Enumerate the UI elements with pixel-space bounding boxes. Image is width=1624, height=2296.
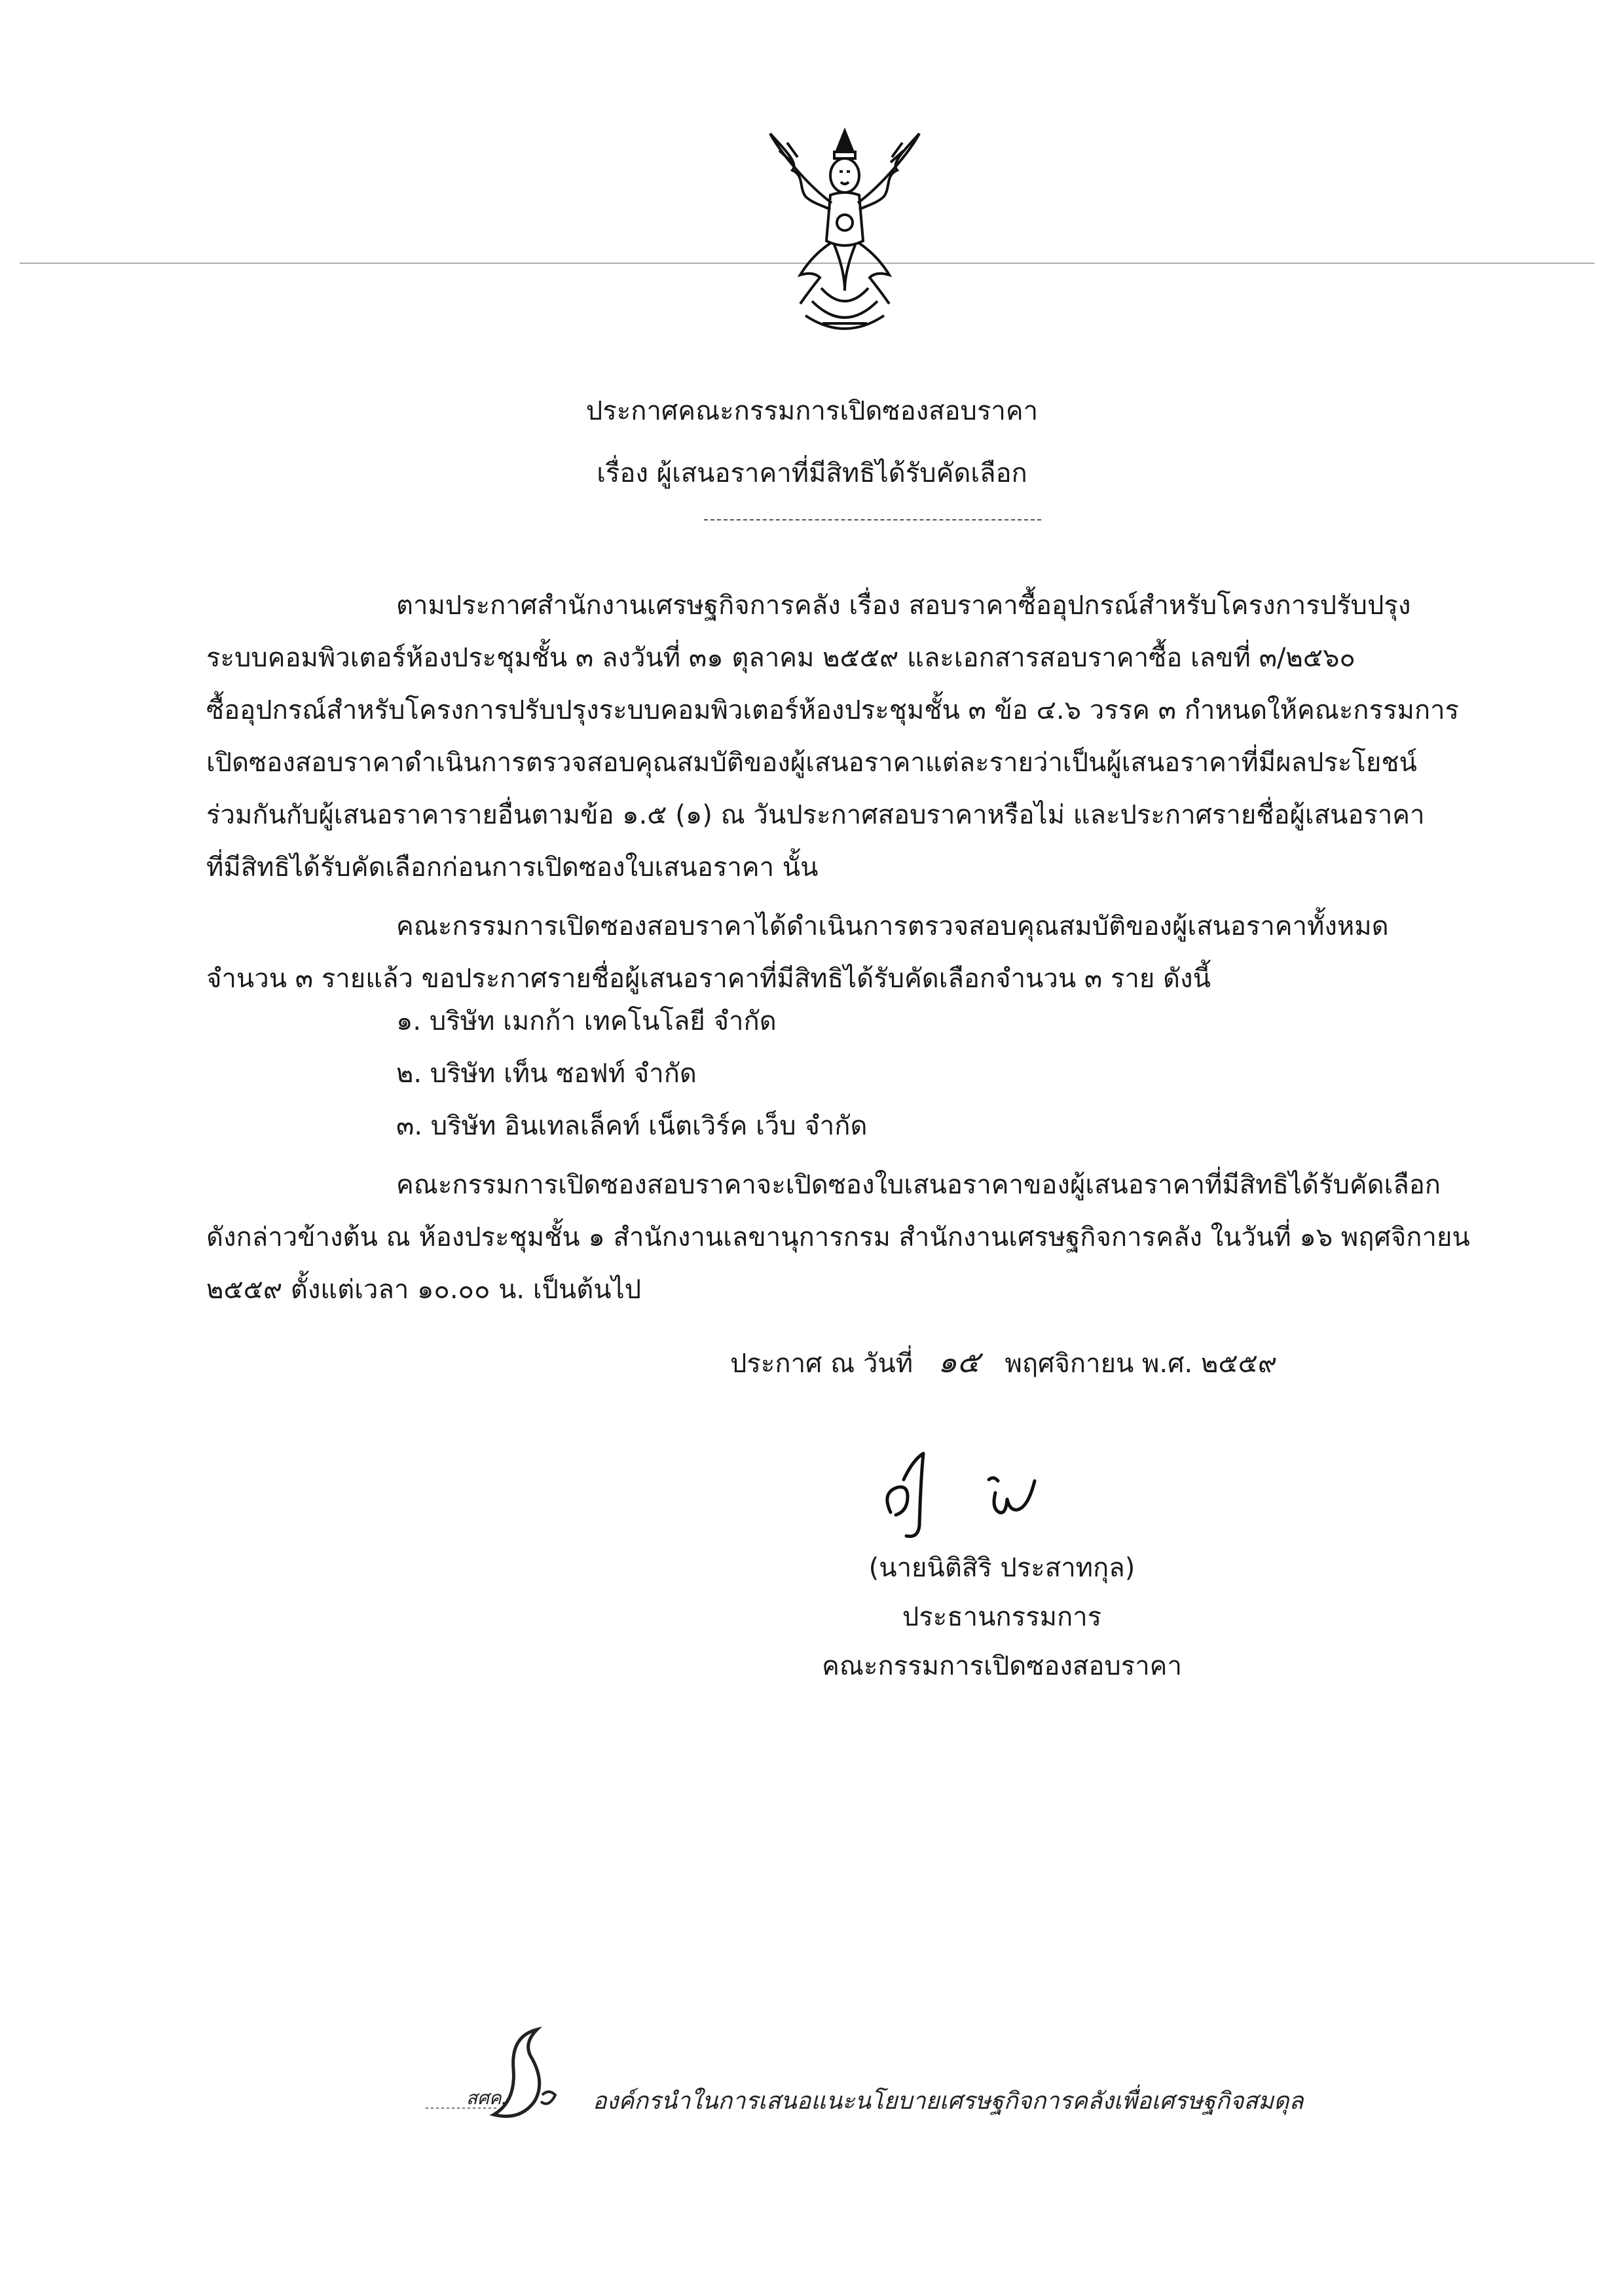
date-day-handwritten: ๑๕ bbox=[938, 1344, 980, 1379]
signatory-name: (นายนิติสิริ ประสาทกุล) bbox=[868, 1553, 1135, 1583]
signatory-committee: คณะกรรมการเปิดซองสอบราคา bbox=[822, 1651, 1182, 1681]
footer bbox=[419, 2016, 1304, 2128]
document-subject: เรื่อง ผู้เสนอราคาที่มีสิทธิได้รับคัดเลือก bbox=[597, 458, 1027, 488]
fpo-logo-icon bbox=[419, 2016, 583, 2128]
footer-logo-text: สศค. bbox=[466, 2087, 507, 2109]
paragraph-line: ซื้ออุปกรณ์สำหรับโครงการปรับปรุงระบบคอมพิวเตอร์ห้องประชุมชั้น ๓ ข้อ ๔.๖ วรรค ๓ กำหนดให้คณะกรรมการ bbox=[206, 695, 1460, 725]
dashed-separator bbox=[704, 519, 1041, 520]
paragraph-line: ระบบคอมพิวเตอร์ห้องประชุมชั้น ๓ ลงวันที่ ๓๑ ตุลาคม ๒๕๕๙ และเอกสารสอบราคาซื้อ เลขที่ ๓/๒๕๖๐ bbox=[206, 643, 1356, 673]
signatory-position: ประธานกรรมการ bbox=[902, 1602, 1102, 1632]
paragraph-2 bbox=[206, 900, 1470, 1005]
garuda-emblem-icon bbox=[766, 124, 923, 340]
footer-slogan: องค์กรนำในการเสนอแนะนโยบายเศรษฐกิจการคลังเพื่อเศรษฐกิจสมดุล bbox=[593, 2088, 1304, 2115]
paragraph-line: จำนวน ๓ รายแล้ว ขอประกาศรายชื่อผู้เสนอราคาที่มีสิทธิได้รับคัดเลือกจำนวน ๓ ราย ดังนี้ bbox=[206, 964, 1211, 994]
date-month-year: พฤศจิกายน พ.ศ. ๒๕๕๙ bbox=[1005, 1349, 1278, 1379]
paragraph-line: ๒๕๕๙ ตั้งแต่เวลา ๑๐.๐๐ น. เป็นต้นไป bbox=[206, 1275, 642, 1305]
paragraph-line: ดังกล่าวข้างต้น ณ ห้องประชุมชั้น ๑ สำนักงานเลขานุการกรม สำนักงานเศรษฐกิจการคลัง ในวันที่ ๑๖ พฤศจิกายน bbox=[206, 1222, 1470, 1252]
bidder-list bbox=[396, 995, 867, 1152]
paragraph-line: ที่มีสิทธิได้รับคัดเลือกก่อนการเปิดซองใบเสนอราคา นั้น bbox=[206, 852, 819, 883]
paragraph-3 bbox=[206, 1159, 1470, 1316]
document-title: ประกาศคณะกรรมการเปิดซองสอบราคา bbox=[585, 396, 1039, 426]
paragraph-line: คณะกรรมการเปิดซองสอบราคาจะเปิดซองใบเสนอราคาของผู้เสนอราคาที่มีสิทธิได้รับคัดเลือก bbox=[396, 1170, 1441, 1200]
list-item: ๓. บริษัท อินเทลเล็คท์ เน็ตเวิร์ค เว็บ จำกัด bbox=[396, 1111, 868, 1141]
date-prefix: ประกาศ ณ วันที่ bbox=[730, 1349, 913, 1379]
announcement-date bbox=[730, 1342, 1277, 1383]
paragraph-line: เปิดซองสอบราคาดำเนินการตรวจสอบคุณสมบัติของผู้เสนอราคาแต่ละรายว่าเป็นผู้เสนอราคาที่มีผลประโยชน์ bbox=[206, 748, 1417, 778]
paragraph-line: คณะกรรมการเปิดซองสอบราคาได้ดำเนินการตรวจสอบคุณสมบัติของผู้เสนอราคาทั้งหมด bbox=[396, 911, 1389, 941]
paragraph-1 bbox=[206, 579, 1470, 894]
list-item: ๑. บริษัท เมกก้า เทคโนโลยี จำกัด bbox=[396, 1006, 777, 1036]
list-item: ๒. บริษัท เท็น ซอฟท์ จำกัด bbox=[396, 1059, 697, 1089]
signature-icon bbox=[864, 1440, 1100, 1552]
paragraph-line: ตามประกาศสำนักงานเศรษฐกิจการคลัง เรื่อง สอบราคาซื้ออุปกรณ์สำหรับโครงการปรับปรุง bbox=[396, 591, 1411, 621]
paragraph-line: ร่วมกันกับผู้เสนอราคารายอื่นตามข้อ ๑.๕ (๑) ณ วันประกาศสอบราคาหรือไม่ และประกาศรายชื่อผู้เสนอราคา bbox=[206, 800, 1425, 830]
